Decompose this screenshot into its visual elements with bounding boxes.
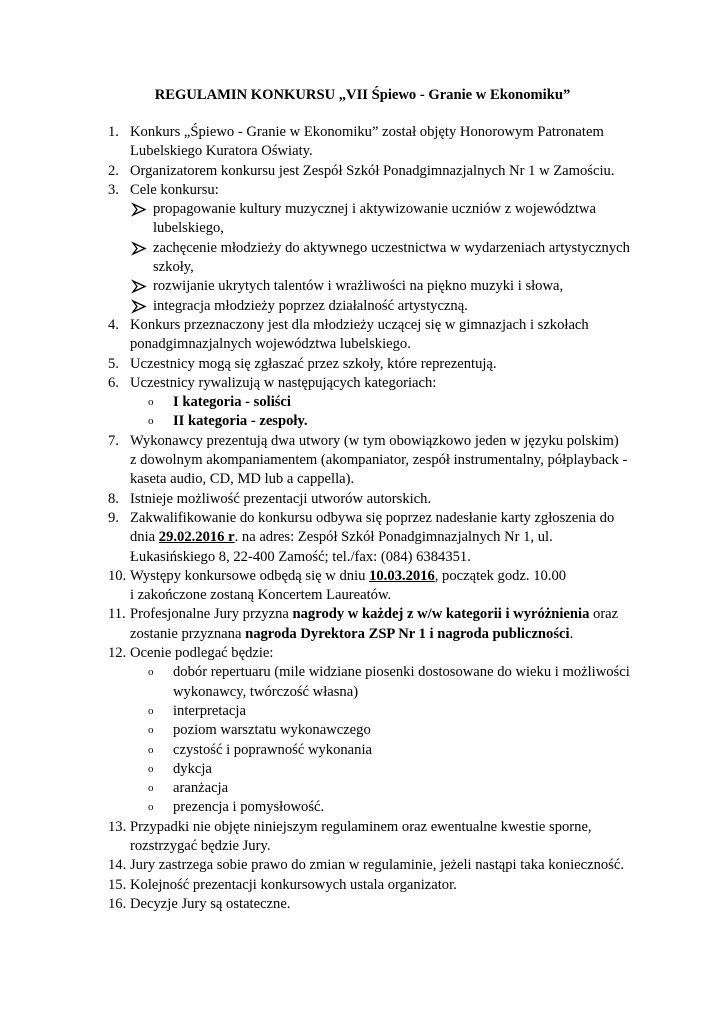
item-text-line: Wykonawcy prezentują dwa utwory (w tym obowiązkowo jeden w języku polskim) bbox=[130, 432, 619, 449]
event-date: 10.03.2016 bbox=[369, 567, 435, 584]
item-text-line bbox=[130, 625, 665, 644]
criterion-bullet bbox=[0, 702, 725, 721]
regulations-list bbox=[0, 123, 725, 914]
category-bullet bbox=[0, 412, 725, 431]
item-text-line: Łukasińskiego 8, 22-400 Zamość; tel./fax: (084) 6384351. bbox=[130, 548, 471, 565]
text-fragment: dnia bbox=[130, 529, 159, 546]
criterion-text: poziom warsztatu wykonawczego bbox=[173, 722, 371, 739]
item-text-line: ponadgimnazjalnych województwa lubelskiego. bbox=[130, 336, 411, 353]
criterion-bullet bbox=[0, 798, 725, 817]
circle-bullet-icon: o bbox=[148, 743, 154, 756]
list-item bbox=[0, 644, 725, 663]
list-item bbox=[0, 490, 725, 509]
item-text: Istnieje możliwość prezentacji utworów autorskich. bbox=[130, 490, 432, 507]
item-number: 2. bbox=[108, 162, 119, 179]
bold-fragment: nagroda Dyrektora ZSP Nr 1 i nagroda publiczności bbox=[245, 625, 570, 642]
circle-bullet-icon: o bbox=[148, 396, 154, 409]
criterion-text: wykonawcy, twórczość własna) bbox=[173, 683, 359, 700]
list-item bbox=[0, 162, 725, 181]
circle-bullet-icon: o bbox=[148, 782, 154, 795]
text-fragment: . na adres: Zespół Szkół Ponadgimnazjalnych Nr 1, ul. bbox=[234, 529, 553, 546]
item-text: Organizatorem konkursu jest Zespół Szkół Ponadgimnazjalnych Nr 1 w Zamościu. bbox=[130, 162, 615, 179]
list-item bbox=[0, 355, 725, 374]
arrow-bullet-icon bbox=[131, 200, 149, 219]
arrow-bullet-icon bbox=[131, 277, 149, 296]
category-text: II kategoria - zespoły. bbox=[173, 413, 308, 430]
criterion-text: prezencja i pomysłowość. bbox=[173, 799, 325, 816]
text-fragment: Profesjonalne Jury przyzna bbox=[130, 606, 293, 623]
item-text: Kolejność prezentacji konkursowych ustala organizator. bbox=[130, 876, 457, 893]
item-text-line bbox=[130, 605, 665, 624]
item-number: 14. bbox=[108, 857, 127, 874]
item-text: Uczestnicy mogą się zgłaszać przez szkoły, które reprezentują. bbox=[130, 355, 497, 372]
list-item bbox=[0, 856, 725, 875]
item-number: 4. bbox=[108, 316, 119, 333]
item-text: Cele konkursu: bbox=[130, 181, 219, 198]
criterion-bullet bbox=[0, 663, 725, 702]
list-item bbox=[0, 509, 725, 567]
arrow-bullet-icon bbox=[131, 239, 149, 258]
item-text-line bbox=[130, 528, 665, 547]
item-text-line bbox=[130, 567, 665, 586]
circle-bullet-icon: o bbox=[148, 415, 154, 428]
item-text: Uczestnicy rywalizują w następujących kategoriach: bbox=[130, 374, 437, 391]
text-fragment: Występy konkursowe odbędą się w dniu bbox=[130, 567, 370, 584]
criterion-text: czystość i poprawność wykonania bbox=[173, 741, 372, 758]
item-number: 12. bbox=[108, 645, 127, 662]
item-text-line: Lubelskiego Kuratora Oświaty. bbox=[130, 143, 313, 160]
list-item bbox=[0, 316, 725, 355]
item-number: 13. bbox=[108, 818, 127, 835]
circle-bullet-icon: o bbox=[148, 724, 154, 737]
list-item bbox=[0, 818, 725, 857]
item-number: 5. bbox=[108, 355, 119, 372]
criterion-text: interpretacja bbox=[173, 702, 246, 719]
criterion-text: dykcja bbox=[173, 760, 212, 777]
item-number: 1. bbox=[108, 124, 119, 140]
criterion-bullet bbox=[0, 721, 725, 740]
category-bullet bbox=[0, 393, 725, 412]
circle-bullet-icon: o bbox=[148, 704, 154, 717]
list-item bbox=[0, 374, 725, 393]
document-title: REGULAMIN KONKURSU „VII Śpiewo - Granie w Ekonomiku” bbox=[154, 87, 571, 103]
text-fragment: oraz bbox=[589, 606, 619, 623]
goal-bullet bbox=[0, 200, 725, 239]
criterion-text: dobór repertuaru (mile widziane piosenki dostosowane do wieku i możliwości bbox=[173, 664, 630, 681]
list-item bbox=[0, 181, 725, 200]
list-item bbox=[0, 567, 725, 606]
list-item bbox=[0, 895, 725, 914]
criterion-bullet bbox=[0, 779, 725, 798]
goal-text: rozwijanie ukrytych talentów i wrażliwości na piękno muzyki i słowa, bbox=[153, 278, 564, 295]
criterion-bullet bbox=[0, 741, 725, 760]
goal-bullet bbox=[0, 297, 725, 316]
goal-text: integracja młodzieży poprzez działalność artystyczną. bbox=[153, 297, 468, 314]
item-number: 3. bbox=[108, 181, 119, 198]
item-number: 9. bbox=[108, 509, 119, 526]
item-number: 15. bbox=[108, 876, 127, 893]
goal-text: zachęcenie młodzieży do aktywnego uczestnictwa w wydarzeniach artystycznych bbox=[153, 239, 630, 256]
item-text-line: Konkurs „Śpiewo - Granie w Ekonomiku” został objęty Honorowym Patronatem bbox=[130, 124, 604, 140]
goal-text: lubelskiego, bbox=[153, 220, 224, 237]
bold-fragment: nagrody w każdej z w/w kategorii i wyróżnienia bbox=[292, 606, 590, 623]
goal-text: szkoły, bbox=[153, 259, 194, 276]
item-text-line: i zakończone zostaną Koncertem Laureatów. bbox=[130, 587, 392, 604]
text-fragment: . bbox=[569, 625, 574, 642]
item-number: 11. bbox=[108, 606, 126, 623]
item-text-line: kaseta audio, CD, MD lub a cappella). bbox=[130, 471, 355, 488]
circle-bullet-icon: o bbox=[148, 801, 154, 814]
item-text-line: Konkurs przeznaczony jest dla młodzieży uczącej się w gimnazjach i szkołach bbox=[130, 316, 589, 333]
category-text: I kategoria - soliści bbox=[173, 394, 291, 411]
item-number: 6. bbox=[108, 374, 119, 391]
arrow-bullet-icon bbox=[131, 297, 149, 316]
criterion-bullet bbox=[0, 760, 725, 779]
list-item bbox=[0, 876, 725, 895]
text-fragment: zostanie przyznana bbox=[130, 625, 246, 642]
text-fragment: , początek godz. 10.00 bbox=[434, 567, 567, 584]
item-text: Jury zastrzega sobie prawo do zmian w regulaminie, jeżeli nastąpi taka konieczność. bbox=[130, 857, 624, 874]
item-number: 8. bbox=[108, 490, 119, 507]
item-text-line: Zakwalifikowanie do konkursu odbywa się poprzez nadesłanie karty zgłoszenia do bbox=[130, 509, 615, 526]
goal-bullet bbox=[0, 239, 725, 278]
criterion-text: aranżacja bbox=[173, 780, 229, 797]
item-text-line: rozstrzygać będzie Jury. bbox=[130, 837, 271, 854]
list-item bbox=[0, 605, 725, 644]
deadline-date: 29.02.2016 r bbox=[158, 529, 235, 546]
goal-text: propagowanie kultury muzycznej i aktywizowanie uczniów z województwa bbox=[153, 201, 596, 218]
item-text-line: z dowolnym akompaniamentem (akompaniator, zespół instrumentalny, półplayback - bbox=[130, 452, 628, 469]
circle-bullet-icon: o bbox=[148, 762, 154, 775]
item-number: 10. bbox=[108, 567, 127, 584]
item-text: Ocenie podlegać będzie: bbox=[130, 645, 274, 662]
circle-bullet-icon: o bbox=[148, 666, 154, 679]
item-number: 7. bbox=[108, 432, 119, 449]
item-text-line: Przypadki nie objęte niniejszym regulaminem oraz ewentualne kwestie sporne, bbox=[130, 818, 592, 835]
goal-bullet bbox=[0, 277, 725, 296]
list-item bbox=[0, 432, 725, 490]
list-item bbox=[0, 123, 725, 162]
item-text: Decyzje Jury są ostateczne. bbox=[130, 895, 291, 912]
item-number: 16. bbox=[108, 895, 127, 912]
